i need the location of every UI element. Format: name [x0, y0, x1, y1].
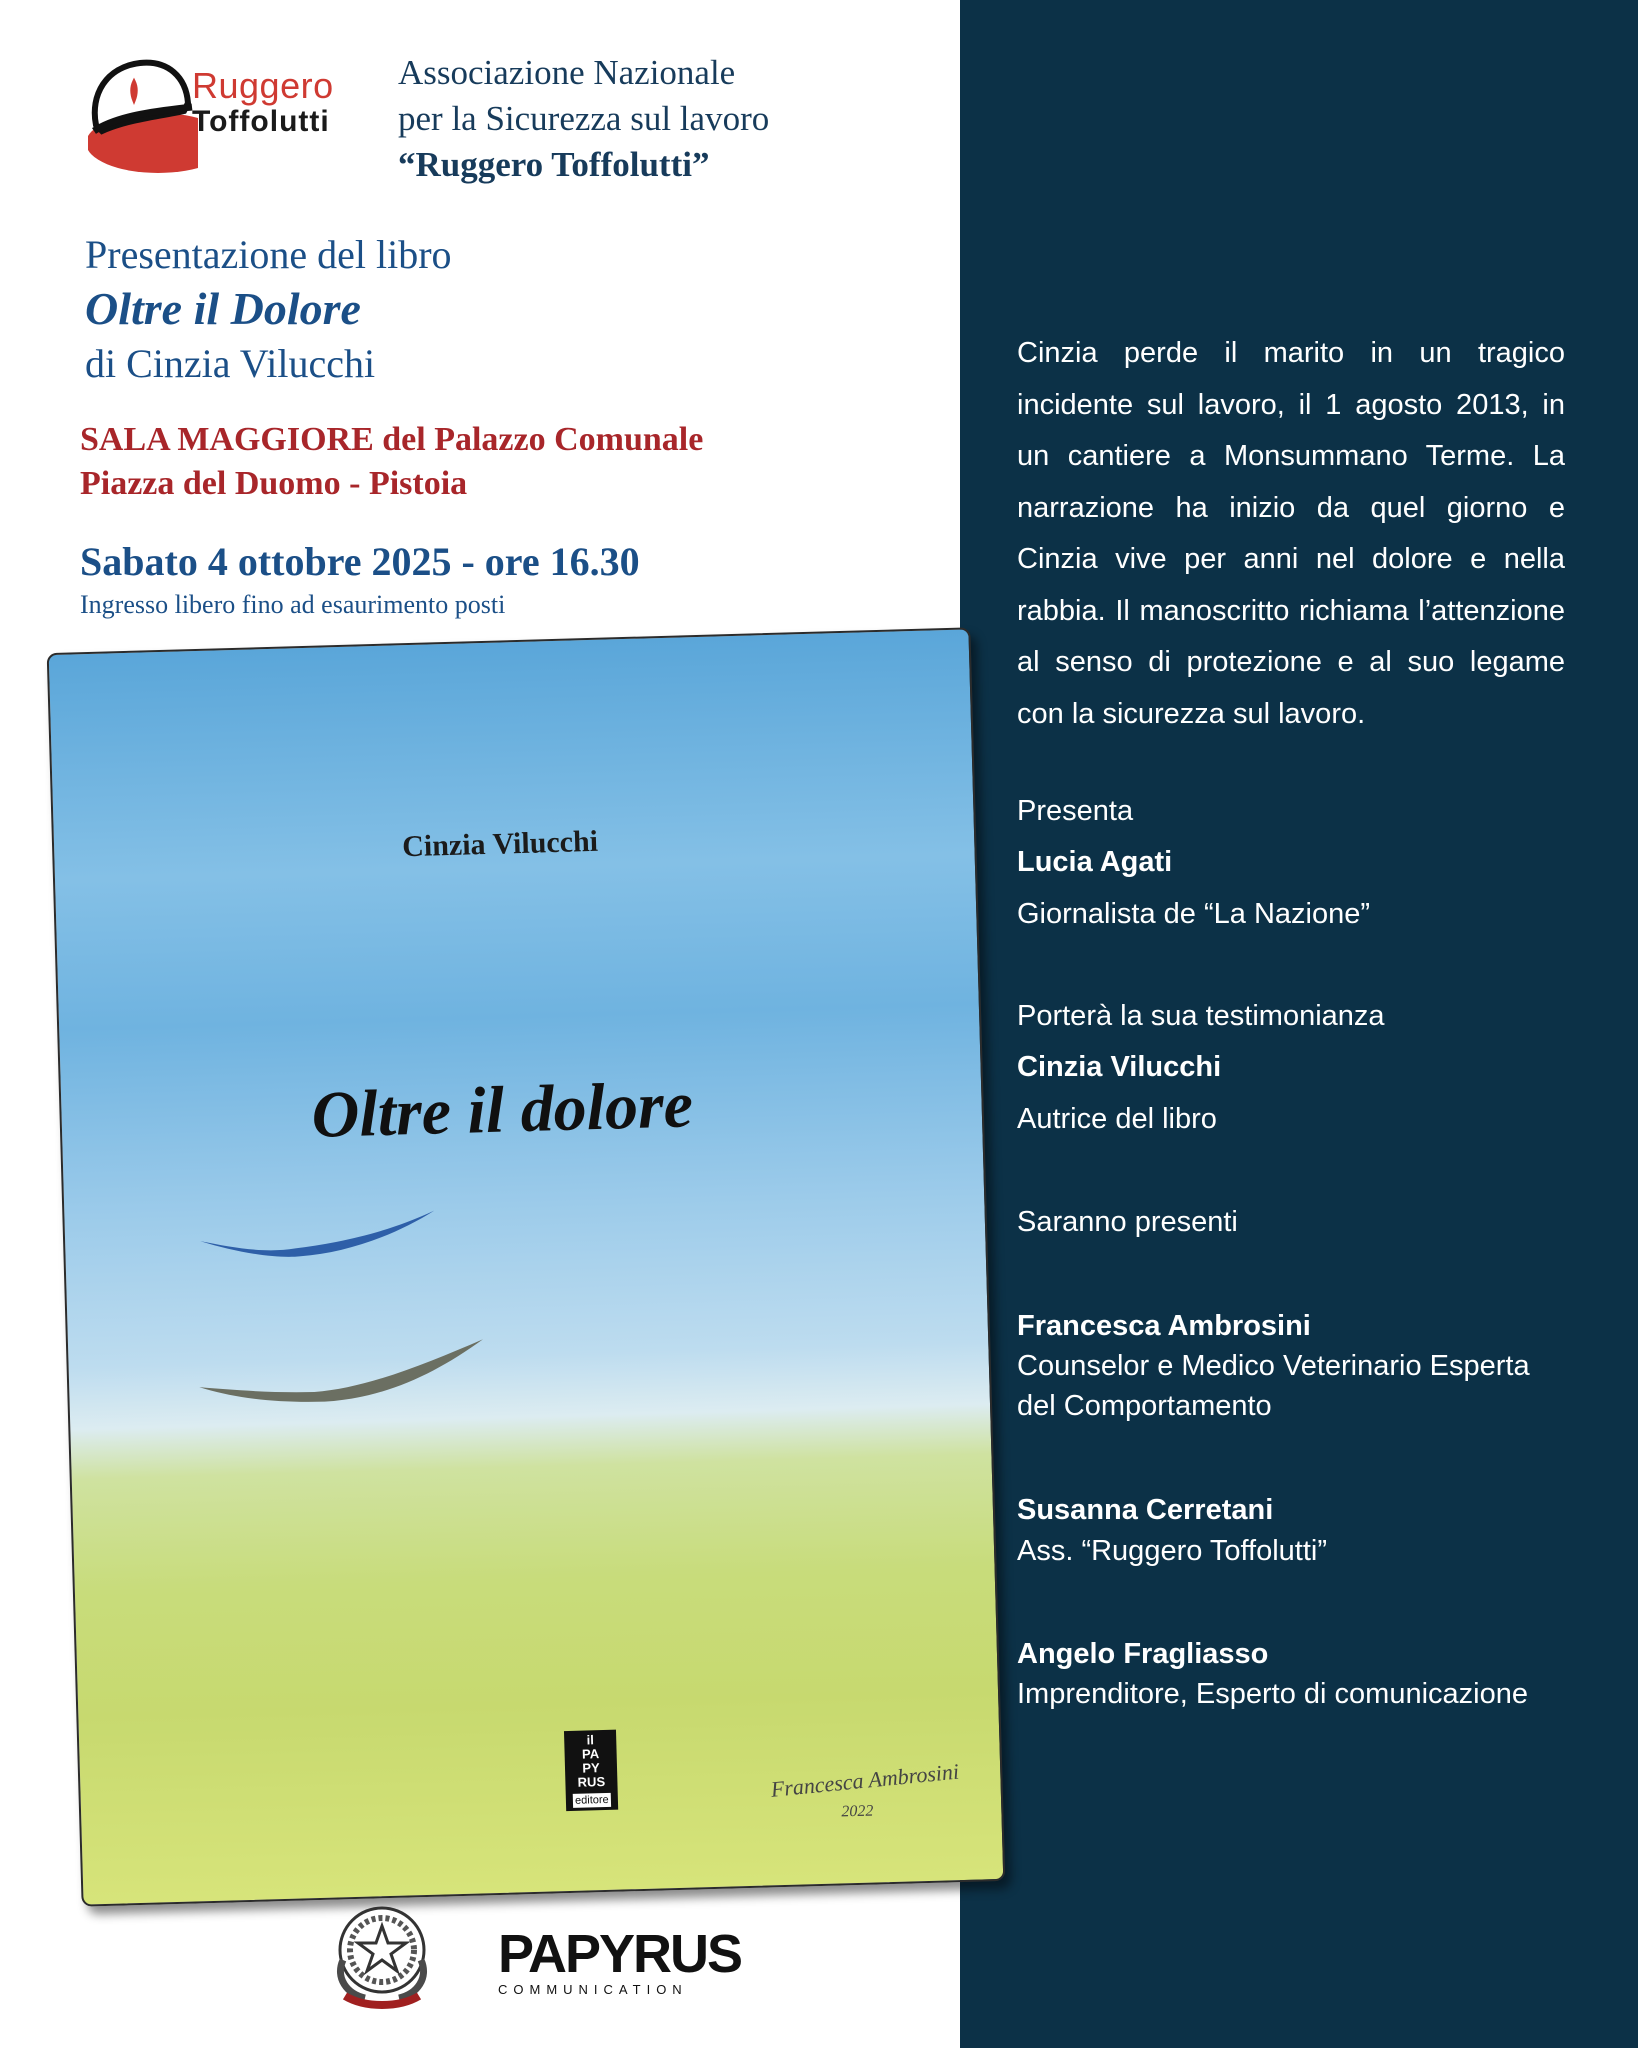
- cover-title: Oltre il dolore: [310, 1068, 694, 1152]
- presentation-heading: [85, 230, 452, 390]
- event-date: Sabato 4 ottobre 2025 - ore 16.30: [80, 539, 640, 584]
- logo-name-line2: Toffolutti: [192, 105, 330, 138]
- cover-author: Cinzia Vilucchi: [401, 824, 599, 864]
- presenter-label: Presenta: [1017, 795, 1134, 827]
- book-title: Oltre il Dolore: [85, 283, 361, 334]
- presentation-label: Presentazione del libro: [85, 232, 452, 277]
- cover-signature: Francesca Ambrosini: [769, 1758, 961, 1802]
- book-description: Cinzia perde il marito in un tragico incidente sul lavoro, il 1 agosto 2013, in un cantiere a Monsummano Terme. La narrazione ha inizio da quel giorno e Cinzia vive per anni nel dolore e nella rabbia. Il manoscritto richiama l’attenzione al senso di protezione e al suo legame con la sicurezza sul lavoro.: [1017, 337, 1565, 730]
- attendee-role: Imprenditore, Esperto di comunicazione: [1017, 1678, 1528, 1710]
- testimony-role: Autrice del libro: [1017, 1103, 1217, 1135]
- publisher-line4: RUS: [577, 1773, 606, 1790]
- attendee-name: Susanna Cerretani: [1017, 1494, 1274, 1526]
- association-name: [398, 50, 769, 188]
- venue-hall: SALA MAGGIORE del Palazzo Comunale: [80, 421, 704, 458]
- logo-name-line1: Ruggero: [192, 65, 334, 106]
- attendee-name: Angelo Fragliasso: [1017, 1638, 1269, 1670]
- entry-note: Ingresso libero fino ad esaurimento posti: [80, 590, 506, 619]
- association-line3: “Ruggero Toffolutti”: [398, 145, 710, 184]
- ruggero-toffolutti-logo: [88, 55, 358, 175]
- publisher-line1: il: [586, 1732, 595, 1748]
- publisher-sub: editore: [573, 1793, 611, 1808]
- presenter-role: Giornalista de “La Nazione”: [1017, 898, 1371, 930]
- venue: [80, 418, 703, 506]
- cover-signature-year: 2022: [841, 1802, 874, 1821]
- book-cover: [47, 627, 1006, 1906]
- papyrus-logo: [498, 1924, 742, 1997]
- papyrus-sub: COMMUNICATION: [498, 1982, 688, 1997]
- papyrus-name: PAPYRUS: [498, 1924, 742, 1984]
- attendee-role: Counselor e Medico Veterinario Esperta: [1017, 1350, 1530, 1382]
- testimony-label: Porterà la sua testimonianza: [1017, 1000, 1385, 1032]
- testimony-name: Cinzia Vilucchi: [1017, 1051, 1222, 1083]
- attendee-role: Ass. “Ruggero Toffolutti”: [1017, 1535, 1328, 1567]
- publisher-line2: PA: [581, 1746, 600, 1762]
- attendees-label: Saranno presenti: [1017, 1206, 1238, 1238]
- italian-republic-emblem-icon: [325, 1898, 440, 2010]
- presenter-name: Lucia Agati: [1017, 846, 1173, 878]
- venue-place: Piazza del Duomo - Pistoia: [80, 465, 468, 502]
- attendee-role: del Comportamento: [1017, 1390, 1272, 1422]
- grey-bird-icon: [193, 1333, 495, 1421]
- attendee-name: Francesca Ambrosini: [1017, 1310, 1311, 1342]
- association-line1: Associazione Nazionale: [398, 53, 736, 92]
- publisher-line3: PY: [582, 1760, 600, 1776]
- blue-bird-icon: [194, 1204, 446, 1271]
- association-line2: per la Sicurezza sul lavoro: [398, 99, 770, 138]
- book-author: di Cinzia Vilucchi: [85, 341, 376, 386]
- helmet-logo-icon: [88, 55, 198, 175]
- publisher-logo: [564, 1730, 618, 1811]
